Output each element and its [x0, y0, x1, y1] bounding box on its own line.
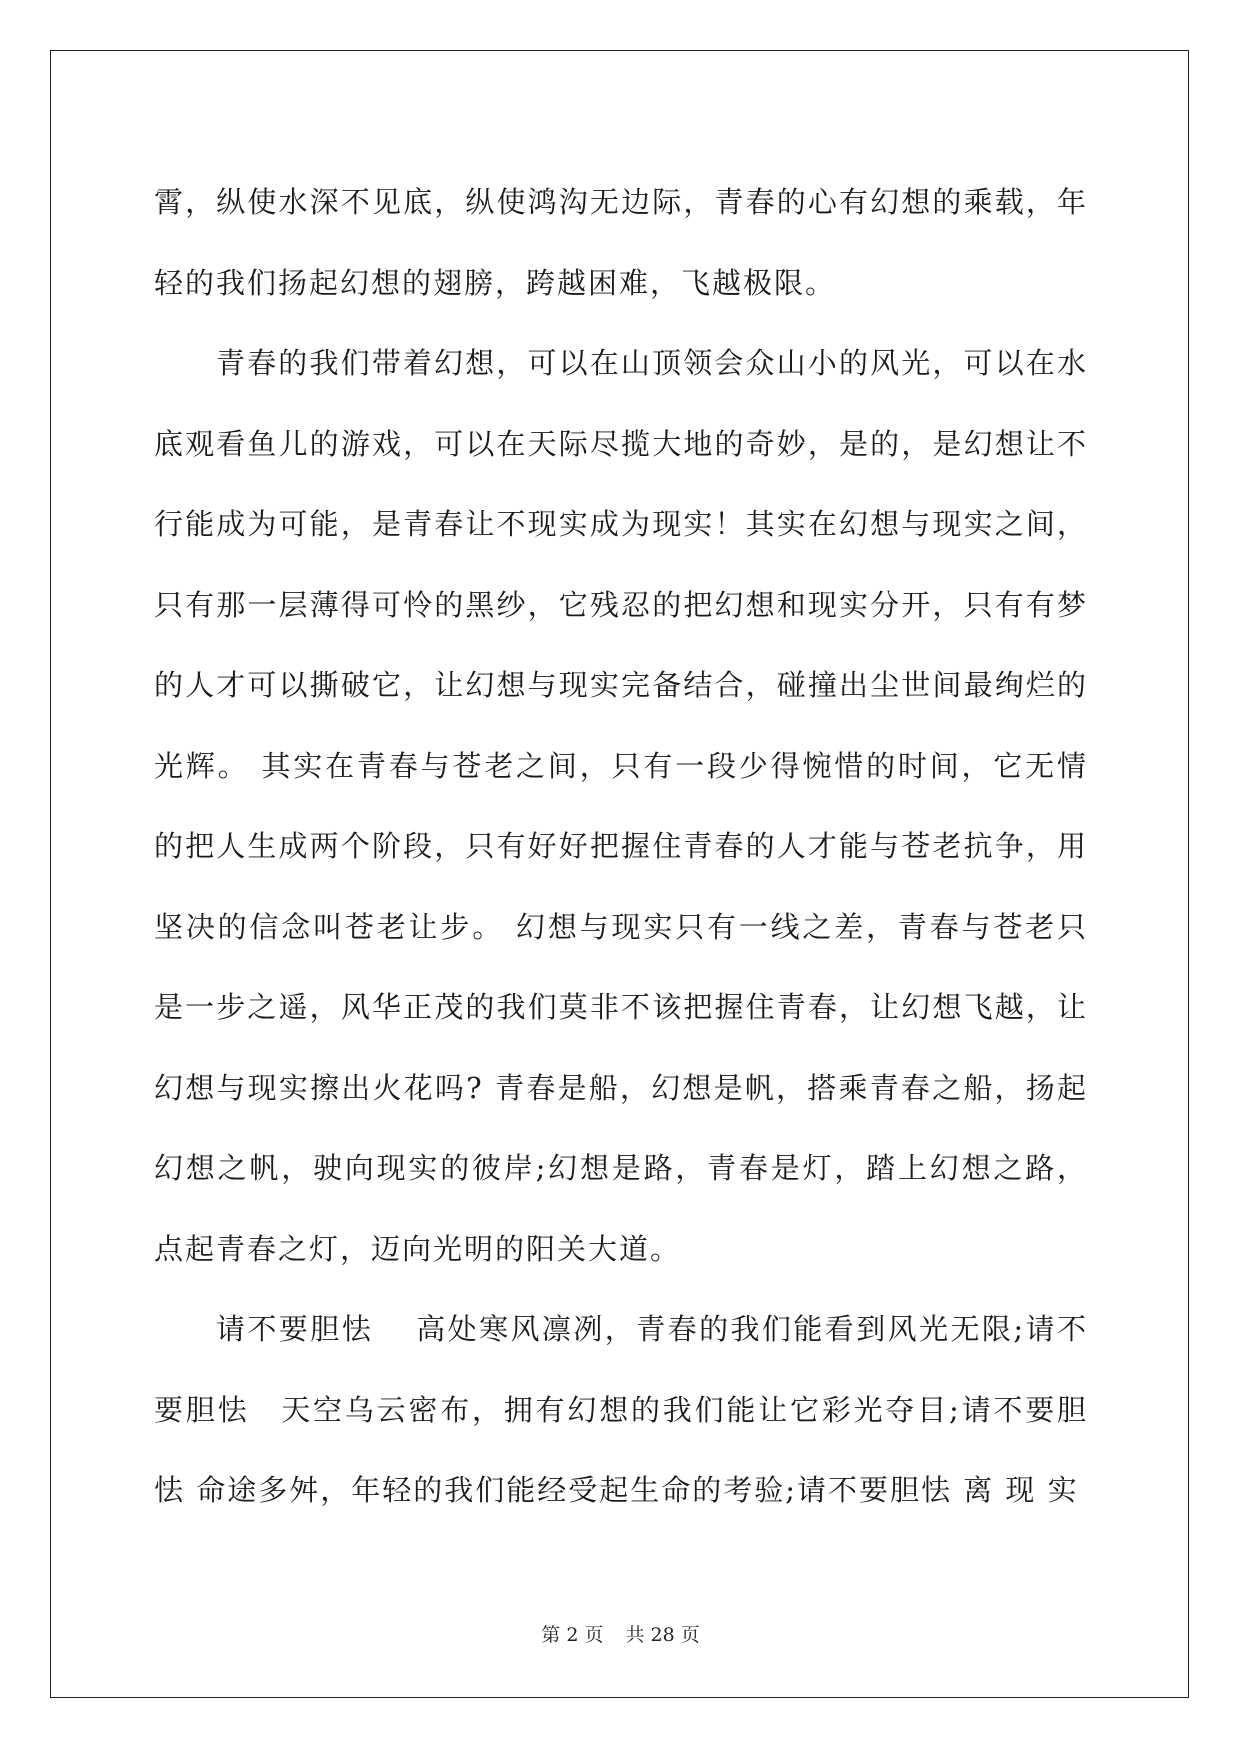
page-total: 共 28 页: [625, 1624, 700, 1646]
page-footer: [0, 1620, 1241, 1647]
page-number: 第 2 页: [541, 1624, 604, 1646]
document-body: [154, 162, 1088, 1531]
paragraph-1: 霄，纵使水深不见底，纵使鸿沟无边际，青春的心有幻想的乘载，年轻的我们扬起幻想的翅膀，跨越困难，飞越极限。: [154, 185, 1088, 300]
paragraph-3: 请不要胆怯 高处寒风凛冽，青春的我们能看到风光无限;请不要胆怯 天空乌云密布，拥有幻想的我们能让它彩光夺目;请不要胆怯 命途多舛，年轻的我们能经受起生命的考验;请不要胆怯 离 现 实: [154, 1312, 1088, 1507]
paragraph-2: 青春的我们带着幻想，可以在山顶领会众山小的风光，可以在水底观看鱼儿的游戏，可以在天际尽揽大地的奇妙，是的，是幻想让不行能成为可能，是青春让不现实成为现实！其实在幻想与现实之间，只有那一层薄得可怜的黑纱，它残忍的把幻想和现实分开，只有有梦的人才可以撕破它，让幻想与现实完备结合，碰撞出尘世间最绚烂的光辉。 其实在青春与苍老之间，只有一段少得惋惜的时间，它无情的把人生成两个阶段，只有好好把握住青春的人才能与苍老抗争，用坚决的信念叫苍老让步。 幻想与现实只有一线之差，青春与苍老只是一步之遥，风华正茂的我们莫非不该把握住青春，让幻想飞越，让幻想与现实擦出火花吗? 青春是船，幻想是帆，搭乘青春之船，扬起幻想之帆，驶向现实的彼岸;幻想是路，青春是灯，踏上幻想之路，点起青春之灯，迈向光明的阳关大道。: [154, 346, 1088, 1266]
